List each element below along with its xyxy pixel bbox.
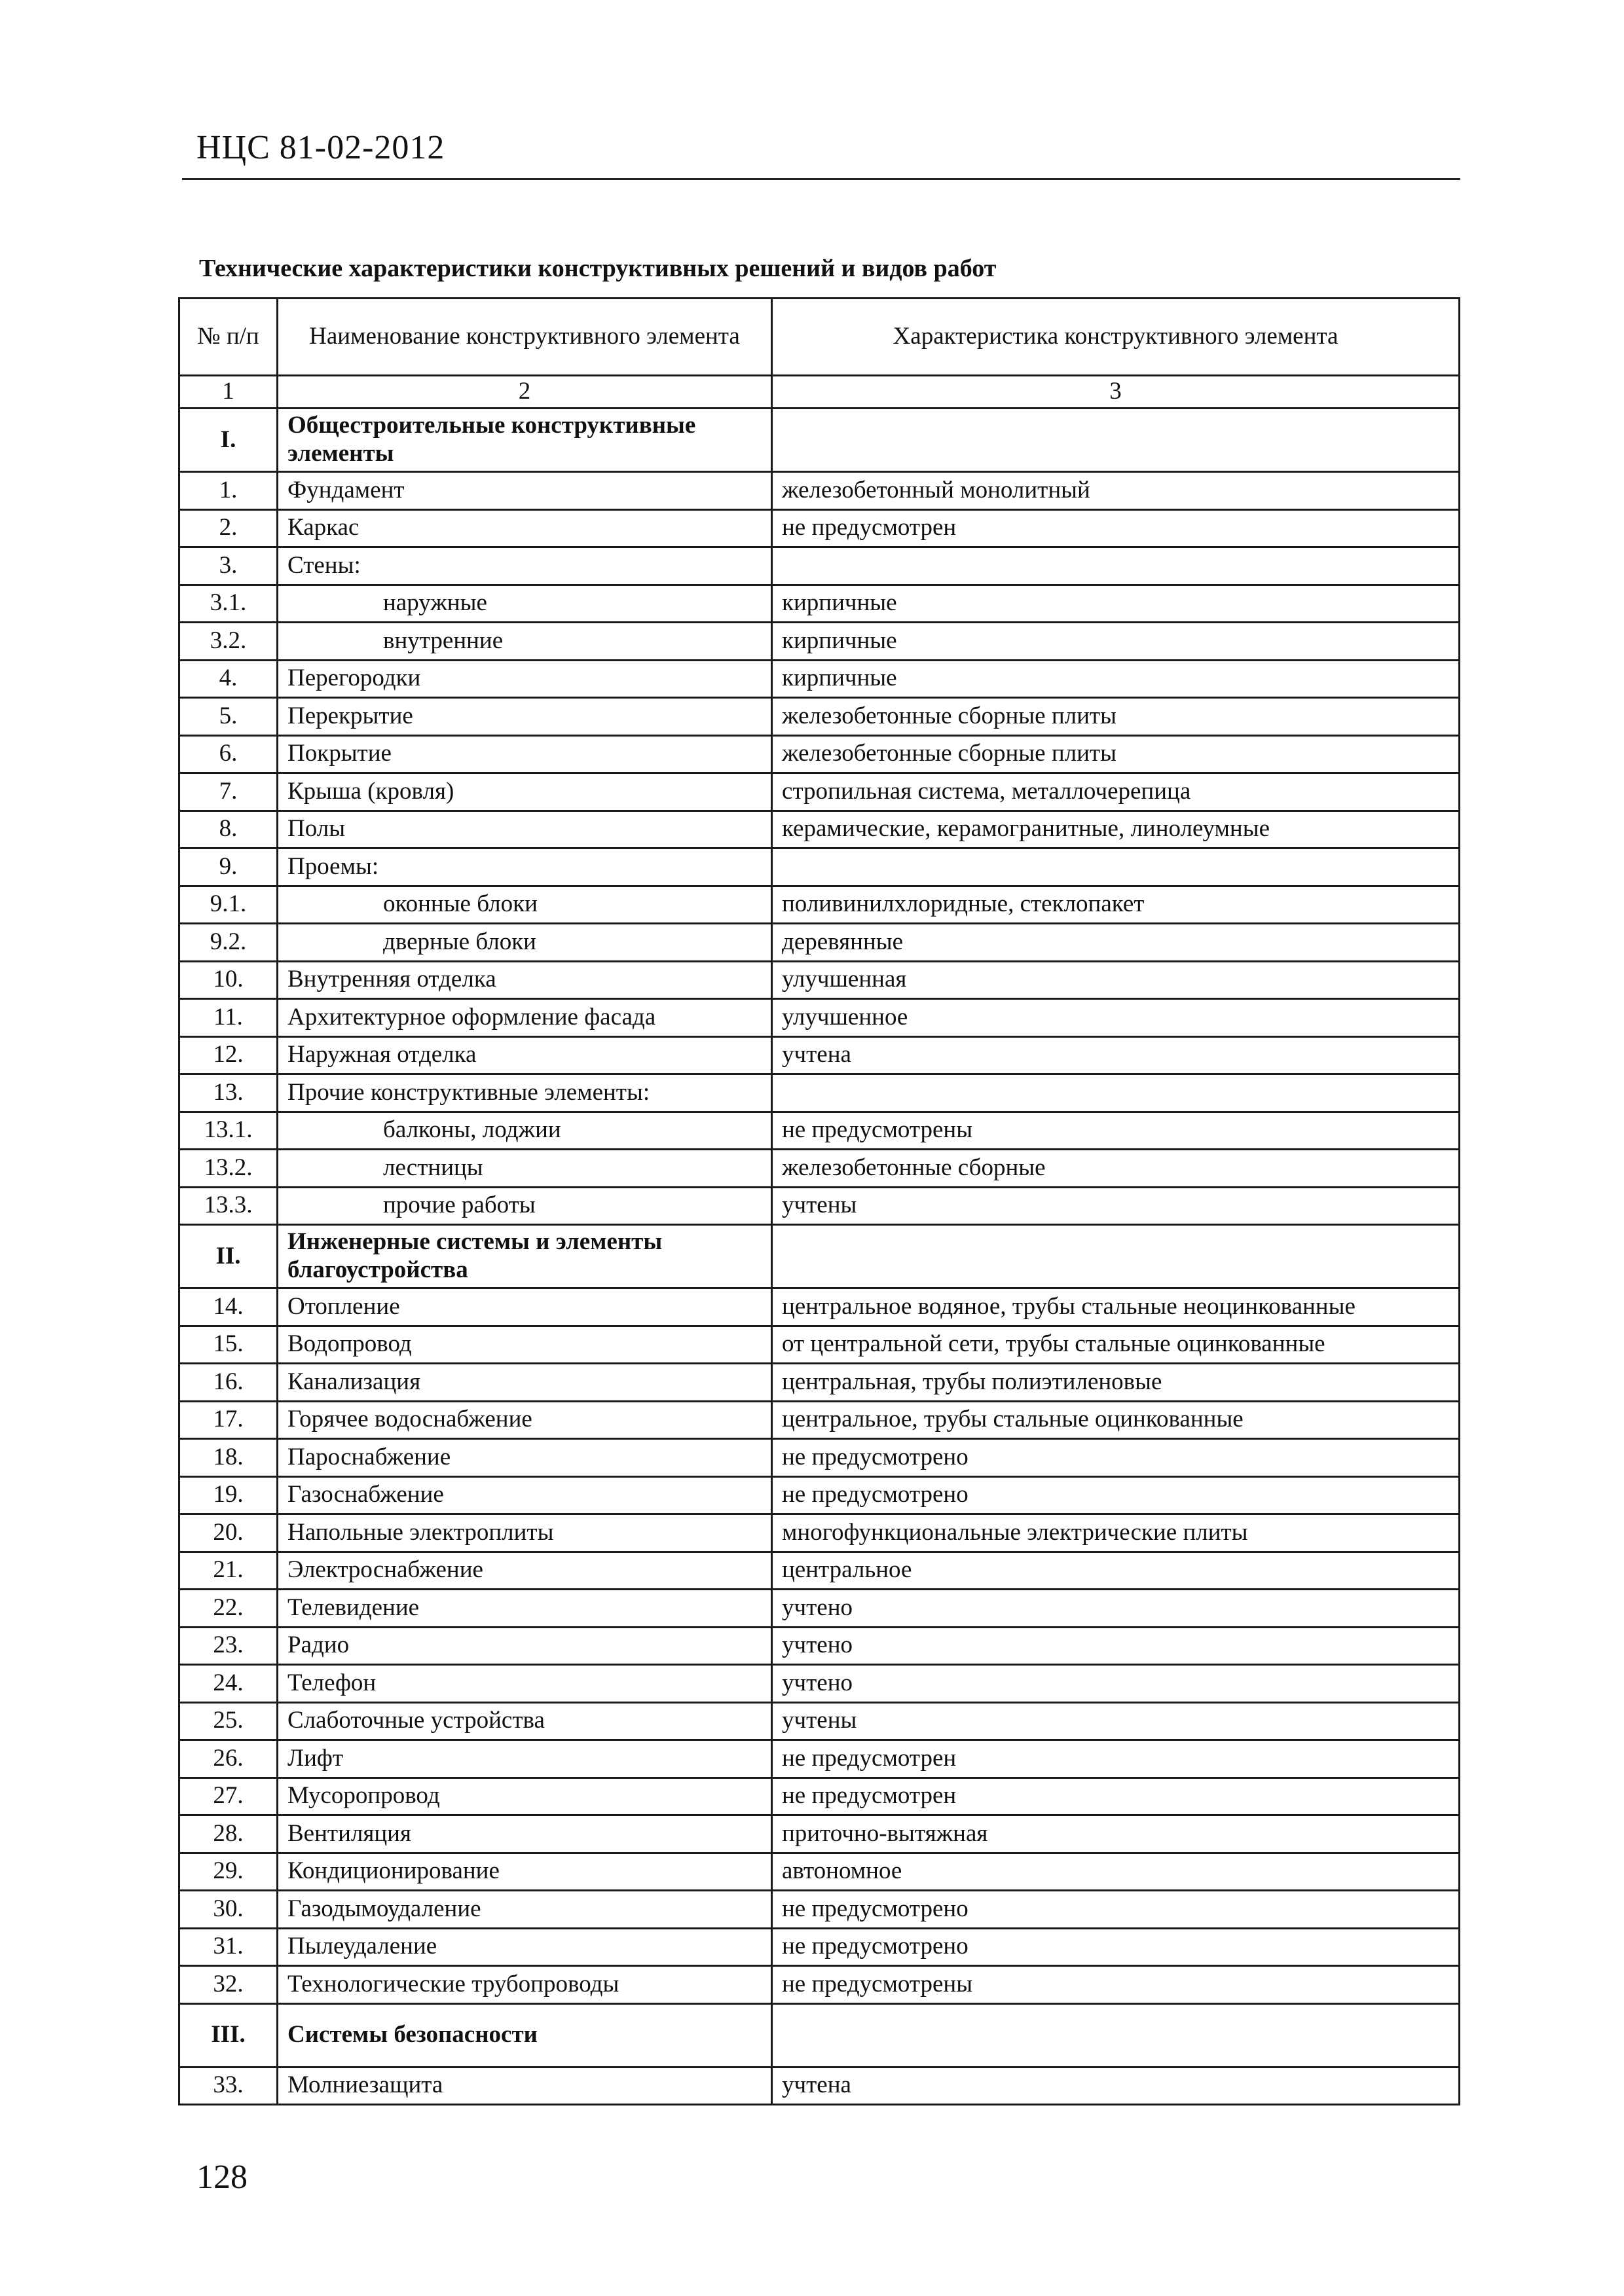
element-characteristic-cell: железобетонный монолитный xyxy=(772,472,1460,510)
row-number-cell: 15. xyxy=(179,1326,278,1364)
row-number-cell: 10. xyxy=(179,961,278,999)
element-name-cell: Телефон xyxy=(278,1665,772,1703)
row-number-cell: 16. xyxy=(179,1364,278,1402)
document-code: НЦС 81-02-2012 xyxy=(196,129,445,166)
element-characteristic-cell: улучшенная xyxy=(772,961,1460,999)
element-characteristic-cell: железобетонные сборные плиты xyxy=(772,698,1460,736)
row-number-cell: 4. xyxy=(179,660,278,698)
element-characteristic-cell: не предусмотрены xyxy=(772,1966,1460,2004)
element-name-cell: Наружная отделка xyxy=(278,1036,772,1074)
table-row xyxy=(179,509,1460,547)
element-name-cell: Каркас xyxy=(278,509,772,547)
element-characteristic-cell: не предусмотрен xyxy=(772,509,1460,547)
section-row xyxy=(179,409,1460,472)
table-row xyxy=(179,472,1460,510)
table-row xyxy=(179,1928,1460,1966)
table-row xyxy=(179,1514,1460,1552)
row-number-cell: 29. xyxy=(179,1853,278,1891)
element-characteristic-cell: не предусмотрено xyxy=(772,1928,1460,1966)
element-name-cell: оконные блоки xyxy=(278,886,772,924)
row-number-cell: 3.2. xyxy=(179,623,278,661)
characteristics-table-container xyxy=(178,297,1460,2105)
table-row xyxy=(179,1150,1460,1188)
element-name-cell: Полы xyxy=(278,811,772,848)
element-name-cell: Телевидение xyxy=(278,1590,772,1628)
element-name-cell: внутренние xyxy=(278,623,772,661)
element-name-cell: Газоснабжение xyxy=(278,1476,772,1514)
element-name-cell: Горячее водоснабжение xyxy=(278,1401,772,1439)
element-characteristic-cell: кирпичные xyxy=(772,623,1460,661)
element-characteristic-cell: не предусмотрен xyxy=(772,1777,1460,1815)
table-row xyxy=(179,1187,1460,1225)
element-name-cell: Лифт xyxy=(278,1740,772,1778)
table-row xyxy=(179,735,1460,773)
element-characteristic-cell: поливинилхлоридные, стеклопакет xyxy=(772,886,1460,924)
element-name-cell: Технологические трубопроводы xyxy=(278,1966,772,2004)
table-row xyxy=(179,886,1460,924)
element-characteristic-cell: железобетонные сборные плиты xyxy=(772,735,1460,773)
row-number-cell: 14. xyxy=(179,1288,278,1326)
element-name-cell: Газодымоудаление xyxy=(278,1891,772,1929)
element-characteristic-cell xyxy=(772,1225,1460,1288)
element-name-cell: Вентиляция xyxy=(278,1815,772,1853)
element-characteristic-cell: деревянные xyxy=(772,924,1460,962)
table-caption: Технические характеристики конструктивных решений и видов работ xyxy=(199,255,997,282)
section-row xyxy=(179,2003,1460,2067)
element-characteristic-cell: не предусмотрено xyxy=(772,1476,1460,1514)
element-name-cell: Архитектурное оформление фасада xyxy=(278,999,772,1037)
row-number-cell: 11. xyxy=(179,999,278,1037)
row-number-cell: 27. xyxy=(179,1777,278,1815)
header-cell-number: № п/п xyxy=(179,299,278,376)
table-row xyxy=(179,1702,1460,1740)
element-name-cell: Фундамент xyxy=(278,472,772,510)
element-characteristic-cell: улучшенное xyxy=(772,999,1460,1037)
table-row xyxy=(179,773,1460,811)
element-name-cell: Электроснабжение xyxy=(278,1552,772,1590)
element-characteristic-cell: кирпичные xyxy=(772,585,1460,623)
row-number-cell: 13. xyxy=(179,1074,278,1112)
row-number-cell: 12. xyxy=(179,1036,278,1074)
element-characteristic-cell: учтены xyxy=(772,1187,1460,1225)
element-characteristic-cell: не предусмотрены xyxy=(772,1112,1460,1150)
element-name-cell: лестницы xyxy=(278,1150,772,1188)
element-characteristic-cell: керамические, керамогранитные, линолеумные xyxy=(772,811,1460,848)
section-row xyxy=(179,1225,1460,1288)
row-number-cell: 1. xyxy=(179,472,278,510)
table-row xyxy=(179,1966,1460,2004)
row-number-cell: 33. xyxy=(179,2067,278,2105)
element-name-cell: Слаботочные устройства xyxy=(278,1702,772,1740)
element-name-cell: дверные блоки xyxy=(278,924,772,962)
table-row xyxy=(179,924,1460,962)
element-characteristic-cell: центральное водяное, трубы стальные неоцинкованные xyxy=(772,1288,1460,1326)
element-characteristic-cell: учтена xyxy=(772,1036,1460,1074)
element-name-cell: Напольные электроплиты xyxy=(278,1514,772,1552)
element-characteristic-cell xyxy=(772,547,1460,585)
row-number-cell: 13.2. xyxy=(179,1150,278,1188)
column-number-2: 2 xyxy=(278,376,772,409)
element-name-cell: прочие работы xyxy=(278,1187,772,1225)
table-row xyxy=(179,1401,1460,1439)
row-number-cell: 9.1. xyxy=(179,886,278,924)
element-characteristic-cell: многофункциональные электрические плиты xyxy=(772,1514,1460,1552)
row-number-cell: 7. xyxy=(179,773,278,811)
header-cell-characteristic: Характеристика конструктивного элемента xyxy=(772,299,1460,376)
table-row xyxy=(179,1364,1460,1402)
element-characteristic-cell xyxy=(772,1074,1460,1112)
element-name-cell: балконы, лоджии xyxy=(278,1112,772,1150)
element-name-cell: Водопровод xyxy=(278,1326,772,1364)
table-row xyxy=(179,623,1460,661)
table-row xyxy=(179,1476,1460,1514)
table-row xyxy=(179,1627,1460,1665)
element-characteristic-cell: железобетонные сборные xyxy=(772,1150,1460,1188)
column-number-1: 1 xyxy=(179,376,278,409)
element-characteristic-cell xyxy=(772,409,1460,472)
row-number-cell: 22. xyxy=(179,1590,278,1628)
row-number-cell: 5. xyxy=(179,698,278,736)
row-number-cell: 19. xyxy=(179,1476,278,1514)
table-row xyxy=(179,2067,1460,2105)
element-characteristic-cell xyxy=(772,848,1460,886)
row-number-cell: 3. xyxy=(179,547,278,585)
element-name-cell: Отопление xyxy=(278,1288,772,1326)
row-number-cell: 25. xyxy=(179,1702,278,1740)
table-row xyxy=(179,698,1460,736)
element-name-cell: Стены: xyxy=(278,547,772,585)
row-number-cell: III. xyxy=(179,2003,278,2067)
table-row xyxy=(179,1891,1460,1929)
row-number-cell: 23. xyxy=(179,1627,278,1665)
element-characteristic-cell: учтено xyxy=(772,1665,1460,1703)
row-number-cell: 31. xyxy=(179,1928,278,1966)
row-number-cell: 9.2. xyxy=(179,924,278,962)
table-row xyxy=(179,961,1460,999)
characteristics-table xyxy=(178,297,1460,2105)
element-name-cell: Пароснабжение xyxy=(278,1439,772,1477)
row-number-cell: 9. xyxy=(179,848,278,886)
element-name-cell: Внутренняя отделка xyxy=(278,961,772,999)
element-name-cell: Кондиционирование xyxy=(278,1853,772,1891)
table-row xyxy=(179,1288,1460,1326)
row-number-cell: 17. xyxy=(179,1401,278,1439)
column-number-3: 3 xyxy=(772,376,1460,409)
row-number-cell: 8. xyxy=(179,811,278,848)
element-name-cell: Покрытие xyxy=(278,735,772,773)
element-name-cell: Радио xyxy=(278,1627,772,1665)
column-number-row xyxy=(179,376,1460,409)
element-characteristic-cell: кирпичные xyxy=(772,660,1460,698)
element-name-cell: Мусоропровод xyxy=(278,1777,772,1815)
element-characteristic-cell: не предусмотрен xyxy=(772,1740,1460,1778)
row-number-cell: 6. xyxy=(179,735,278,773)
element-characteristic-cell: от центральной сети, трубы стальные оцинкованные xyxy=(772,1326,1460,1364)
element-characteristic-cell: учтено xyxy=(772,1590,1460,1628)
element-characteristic-cell: приточно-вытяжная xyxy=(772,1815,1460,1853)
element-characteristic-cell: учтено xyxy=(772,1627,1460,1665)
table-row xyxy=(179,1665,1460,1703)
element-name-cell: Перегородки xyxy=(278,660,772,698)
page-number: 128 xyxy=(196,2159,248,2196)
element-name-cell: Проемы: xyxy=(278,848,772,886)
element-name-cell: Перекрытие xyxy=(278,698,772,736)
table-row xyxy=(179,999,1460,1037)
element-characteristic-cell: центральное xyxy=(772,1552,1460,1590)
element-characteristic-cell: стропильная система, металлочерепица xyxy=(772,773,1460,811)
element-characteristic-cell: центральная, трубы полиэтиленовые xyxy=(772,1364,1460,1402)
row-number-cell: 2. xyxy=(179,509,278,547)
table-row xyxy=(179,660,1460,698)
element-name-cell: Инженерные системы и элементы благоустройства xyxy=(278,1225,772,1288)
table-row xyxy=(179,1112,1460,1150)
element-name-cell: Пылеудаление xyxy=(278,1928,772,1966)
table-row xyxy=(179,585,1460,623)
row-number-cell: 3.1. xyxy=(179,585,278,623)
row-number-cell: 18. xyxy=(179,1439,278,1477)
table-row xyxy=(179,547,1460,585)
table-row xyxy=(179,1777,1460,1815)
element-name-cell: Крыша (кровля) xyxy=(278,773,772,811)
table-row xyxy=(179,1074,1460,1112)
header-row xyxy=(179,299,1460,376)
element-characteristic-cell: не предусмотрено xyxy=(772,1891,1460,1929)
element-name-cell: Канализация xyxy=(278,1364,772,1402)
header-cell-name: Наименование конструктивного элемента xyxy=(278,299,772,376)
row-number-cell: 28. xyxy=(179,1815,278,1853)
row-number-cell: II. xyxy=(179,1225,278,1288)
row-number-cell: 13.3. xyxy=(179,1187,278,1225)
table-row xyxy=(179,1815,1460,1853)
table-row xyxy=(179,1590,1460,1628)
table-row xyxy=(179,1439,1460,1477)
element-name-cell: Молниезащита xyxy=(278,2067,772,2105)
table-row xyxy=(179,1853,1460,1891)
table-row xyxy=(179,1740,1460,1778)
element-characteristic-cell: не предусмотрено xyxy=(772,1439,1460,1477)
table-row xyxy=(179,1326,1460,1364)
element-characteristic-cell: учтены xyxy=(772,1702,1460,1740)
table-row xyxy=(179,1036,1460,1074)
table-row xyxy=(179,848,1460,886)
row-number-cell: I. xyxy=(179,409,278,472)
row-number-cell: 13.1. xyxy=(179,1112,278,1150)
header-rule xyxy=(182,178,1460,180)
table-row xyxy=(179,1552,1460,1590)
element-characteristic-cell xyxy=(772,2003,1460,2067)
row-number-cell: 26. xyxy=(179,1740,278,1778)
row-number-cell: 20. xyxy=(179,1514,278,1552)
element-name-cell: Системы безопасности xyxy=(278,2003,772,2067)
element-characteristic-cell: центральное, трубы стальные оцинкованные xyxy=(772,1401,1460,1439)
row-number-cell: 30. xyxy=(179,1891,278,1929)
element-characteristic-cell: автономное xyxy=(772,1853,1460,1891)
row-number-cell: 21. xyxy=(179,1552,278,1590)
row-number-cell: 32. xyxy=(179,1966,278,2004)
element-name-cell: Прочие конструктивные элементы: xyxy=(278,1074,772,1112)
table-row xyxy=(179,811,1460,848)
element-name-cell: Общестроительные конструктивные элементы xyxy=(278,409,772,472)
element-characteristic-cell: учтена xyxy=(772,2067,1460,2105)
row-number-cell: 24. xyxy=(179,1665,278,1703)
element-name-cell: наружные xyxy=(278,585,772,623)
